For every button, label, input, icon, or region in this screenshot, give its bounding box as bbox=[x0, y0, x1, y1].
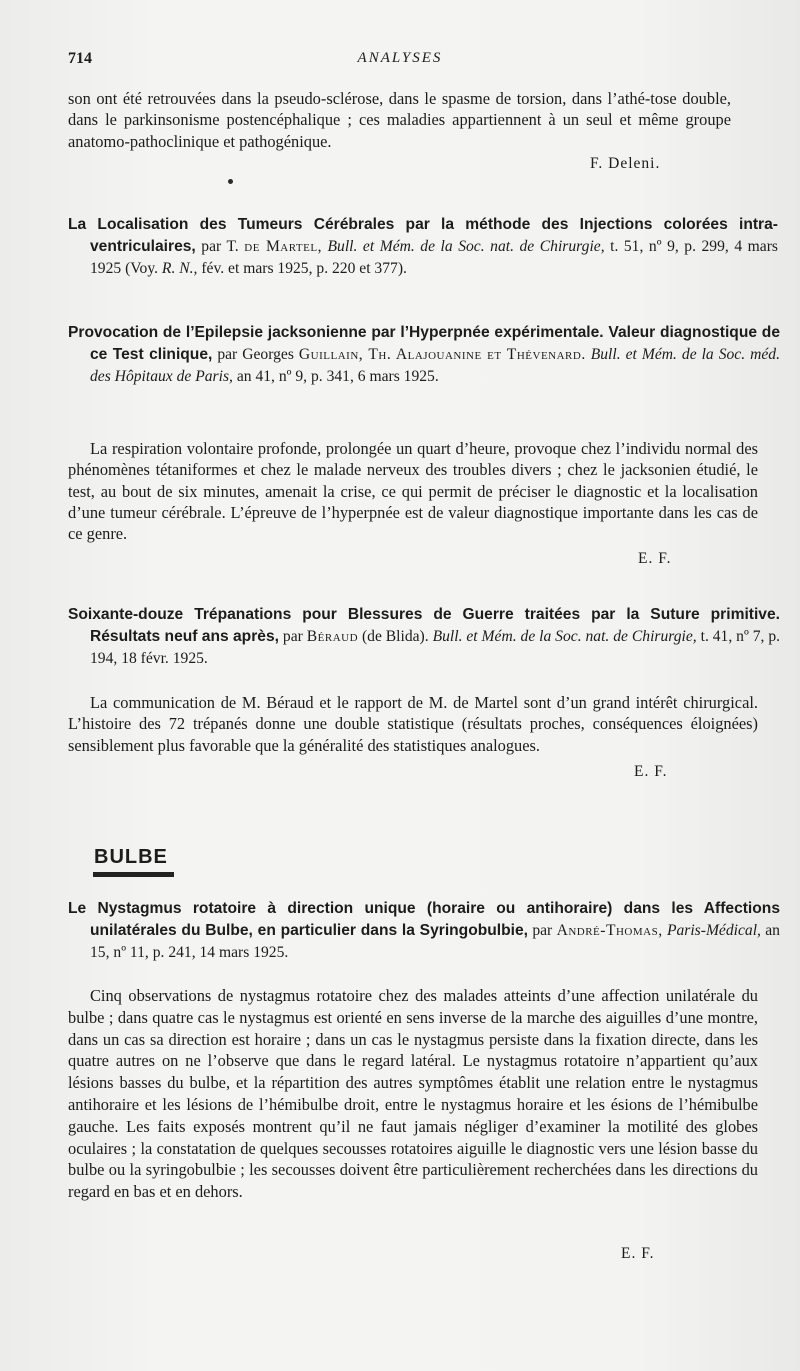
section-rule bbox=[93, 872, 174, 877]
entry-cross-journal: R. N., bbox=[161, 260, 198, 277]
entry-trepanations-signature: E. F. bbox=[634, 763, 668, 780]
entry-epilepsie-signature: E. F. bbox=[638, 550, 672, 567]
entry-title: Soixante-douze Trépanations pour Blessures de Guerre traitées par la Suture primitive. Résultats neuf ans après, bbox=[68, 606, 780, 645]
entry-nystagmus-signature: E. F. bbox=[621, 1245, 655, 1262]
entry-trepanations bbox=[68, 604, 780, 670]
continued-paragraph: son ont été retrouvées dans la pseudo-sclérose, dans le spasme de torsion, dans l’athé-tose double, dans le parkinsonisme postencéphalique ; ces maladies appartiennent à un seul et même groupe anatomo-pathoclinique et pathogénique. bbox=[68, 89, 731, 151]
entry-authors: Guillain, Th. Alajouanine et Thévenard. bbox=[298, 346, 586, 363]
entry-nystagmus bbox=[68, 898, 780, 964]
ink-speck bbox=[228, 179, 233, 184]
entry-reference: an 15, nº 11, p. 241, 14 mars 1925. bbox=[90, 922, 780, 961]
entry-by: par Georges bbox=[217, 346, 294, 363]
page-header bbox=[68, 50, 732, 72]
entry-authors: André-Thomas, bbox=[556, 922, 663, 939]
section-heading: BULBE bbox=[94, 846, 168, 868]
entry-epilepsie-jacksonienne bbox=[68, 322, 780, 388]
entry-reference: t. 41, nº 7, p. 194, 18 févr. 1925. bbox=[90, 628, 781, 667]
page-number: 714 bbox=[68, 50, 92, 67]
entry-journal: Bull. et Mém. de la Soc. méd. des Hôpitaux de Paris, bbox=[90, 346, 780, 385]
entry-authors: de Martel, bbox=[244, 238, 322, 255]
entry-reference: t. 51, nº 9, p. 299, 4 mars 1925 (Voy. bbox=[90, 238, 778, 277]
entry-reference: an 41, nº 9, p. 341, 6 mars 1925. bbox=[236, 368, 439, 385]
entry-nystagmus-summary: Cinq observations de nystagmus rotatoire chez des malades atteints d’une affection unilatérale du bulbe ; dans quatre cas le nystagmus est orienté en sens inverse de la marche des aiguilles d’une montre, dans un cas sa direction est horaire ; dans un cas le nystagmus persiste dans la fixation directe, dans les quatre autres on ne l’observe que dans le regard latéral. Le nystagmus rotatoire n’appartient qu’aux lésions basses du bulbe, et la répartition des autres symptômes établit une relation entre le nystagmus antihoraire et les lésions de l’hémibulbe droit, entre le nystagmus horaire et les ésions de l’hémibulbe gauche. Les faits exposés montrent qu’il ne faut jamais négliger d’examiner la motilité des globes oculaires ; la constatation de quelques secousses rotatoires aiguille le diagnostic vers une lésion basse du bulbe ou la syringobulbie ; les secousses doivent être particulièrement recherchées dans les directions du regard en bas et en dehors. bbox=[68, 986, 758, 1202]
entry-trepanations-summary: La communication de M. Béraud et le rapport de M. de Martel sont d’un grand intérêt chirurgical. L’histoire des 72 trépanés donne une double statistique (résultats proches, conséquences éloignées) sensiblement plus favorable que la généralité des statistiques analogues. bbox=[68, 693, 758, 755]
entry-authors: Béraud bbox=[306, 628, 359, 645]
running-title: ANALYSES bbox=[357, 50, 443, 66]
entry-location: (de Blida). bbox=[361, 628, 429, 645]
entry-title: La Localisation des Tumeurs Cérébrales par la méthode des Injections colorées intra-ventriculaires, bbox=[68, 216, 778, 255]
entry-by: par bbox=[282, 628, 303, 645]
continued-signature: F. Deleni. bbox=[590, 155, 661, 172]
entry-by: par bbox=[532, 922, 553, 939]
entry-tumeurs-cerebrales bbox=[68, 214, 778, 280]
entry-title: Provocation de l’Epilepsie jacksonienne par l’Hyperpnée expérimentale. Valeur diagnostique de ce Test clinique, bbox=[68, 324, 780, 363]
entry-journal: Bull. et Mém. de la Soc. nat. de Chirurgie, bbox=[432, 628, 697, 645]
entry-journal: Paris-Médical, bbox=[666, 922, 761, 939]
entry-by: par T. bbox=[201, 238, 239, 255]
entry-cross-reference: fév. et mars 1925, p. 220 et 377). bbox=[201, 260, 407, 277]
entry-epilepsie-summary: La respiration volontaire profonde, prolongée un quart d’heure, provoque chez l’individu normal des phénomènes tétaniformes et chez le malade nerveux des troubles divers ; chez le jacksonien étudié, le test, au bout de six minutes, amenait la crise, ce qui permit de préciser le diagnostic et la localisation d’une tumeur cérébrale. L’épreuve de l’hyperpnée est de valeur diagnostique importante dans les cas de ce genre. bbox=[68, 439, 758, 544]
entry-title: Le Nystagmus rotatoire à direction unique (horaire ou antihoraire) dans les Affections unilatérales du Bulbe, en particulier dans la Syringobulbie, bbox=[68, 900, 780, 939]
entry-journal: Bull. et Mém. de la Soc. nat. de Chirurgie, bbox=[327, 238, 605, 255]
